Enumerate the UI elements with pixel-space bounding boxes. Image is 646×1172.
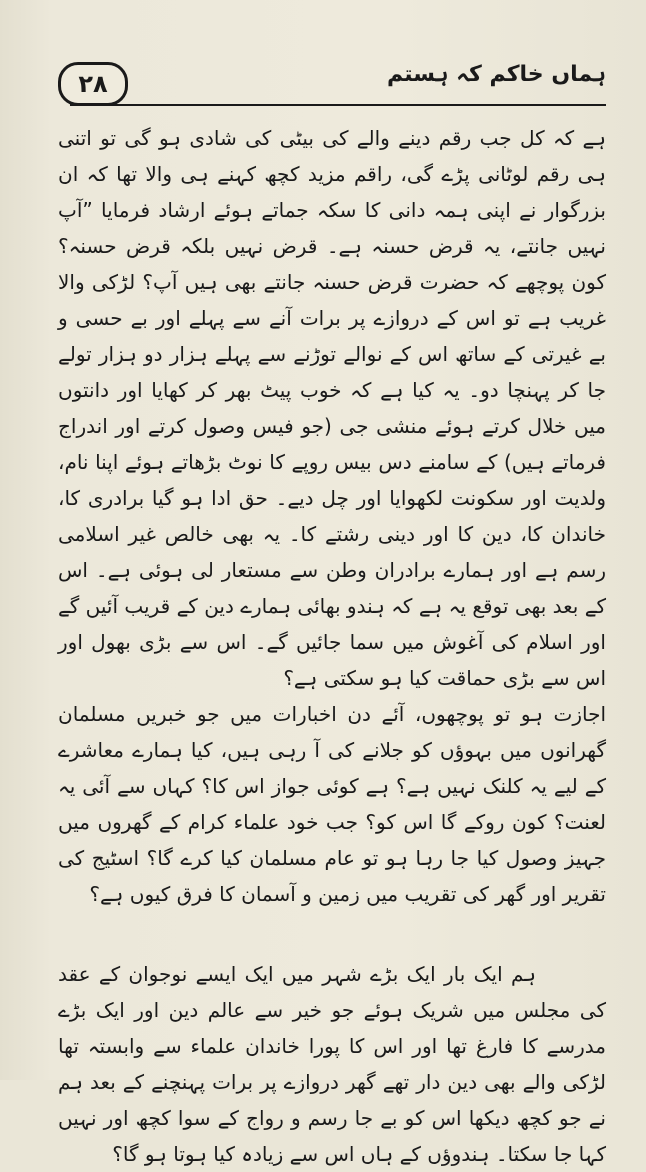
header-rule: [70, 104, 606, 106]
page-number: ۲۸: [58, 62, 128, 106]
paragraph: اجازت ہو تو پوچھوں، آئے دن اخبارات میں جو خبریں مسلمان گھرانوں میں بہوؤں کو جلانے کی آ رہی ہیں، کیا ہمارے معاشرے کے لیے یہ کلنک نہیں ہے؟ ہے کوئی جواز اس کا؟ کہاں سے آئی یہ لعنت؟ کون روکے گا اس کو؟ جب خود علماء کرام کے گھروں میں جہیز وصول کیا جا رہا ہو تو عام مسلمان کیا کرے گا؟ اسٹیج کی تقریر اور گھر کی تقریب میں زمین و آسمان کا فرق کیوں ہے؟: [58, 702, 606, 906]
paragraph: ہے کہ کل جب رقم دینے والے کی بیٹی کی شادی ہو گی تو اتنی ہی رقم لوٹانی پڑے گی، راقم مزید کچھ کہنے ہی والا تھا کہ ان بزرگوار نے اپنی ہمہ دانی کا سکہ جماتے ہوئے ارشاد فرمایا ”آپ نہیں جانتے، یہ قرض حسنہ ہے۔ قرض نہیں بلکہ قرض حسنہ؟ کون پوچھے کہ حضرت قرض حسنہ جانتے بھی ہیں آپ؟ لڑکی والا غریب ہے تو اس کے دروازے پر برات آنے سے پہلے اور بے حسی و بے غیرتی کے ساتھ اس کے نوالے توڑنے سے پہلے ہزار دو ہزار تولے جا کر پہنچا دو۔ یہ کیا ہے کہ خوب پیٹ بھر کر کھایا اور دانتوں میں خلال کرتے ہوئے منشی جی (جو فیس وصول کرتے اور اندراج فرماتے ہیں) کے سامنے دس بیس روپے کا نوٹ بڑھاتے ہوئے اپنا نام، ولدیت اور سکونت لکھوایا اور چل دیے۔ حق ادا ہو گیا برادری کا، خاندان کا، دین کا اور دینی رشتے کا۔ یہ بھی خالص غیر اسلامی رسم ہے اور ہمارے برادران وطن سے مستعار لی ہوئی ہے۔ اس کے بعد بھی توقع یہ ہے کہ ہندو بھائی ہمارے دین کے قریب آئیں گے اور اسلام کی آغوش میں سما جائیں گے۔ اس سے بڑی بھول اور اس سے بڑی حماقت کیا ہو سکتی ہے؟: [58, 126, 606, 690]
paragraph: ہم ایک بار ایک بڑے شہر میں ایک ایسے نوجوان کے عقد کی مجلس میں شریک ہوئے جو خیر سے عالم دین اور ایک بڑے مدرسے کا فارغ تھا اور اس کا پورا خاندان علماء سے وابستہ تھا لڑکی والے بھی دین دار تھے گھر دروازے پر برات پہنچنے کے بعد ہم نے جو کچھ دیکھا اس کو بے جا رسم و رواج کے سوا کچھ اور نہیں کہا جا سکتا۔ ہندوؤں کے ہاں اس سے زیادہ کیا ہوتا ہو گا؟: [58, 962, 606, 1166]
page-header: [58, 62, 606, 106]
page-body: [58, 120, 606, 1172]
running-title: ہماں خاکم کہ ہستم: [386, 62, 606, 87]
